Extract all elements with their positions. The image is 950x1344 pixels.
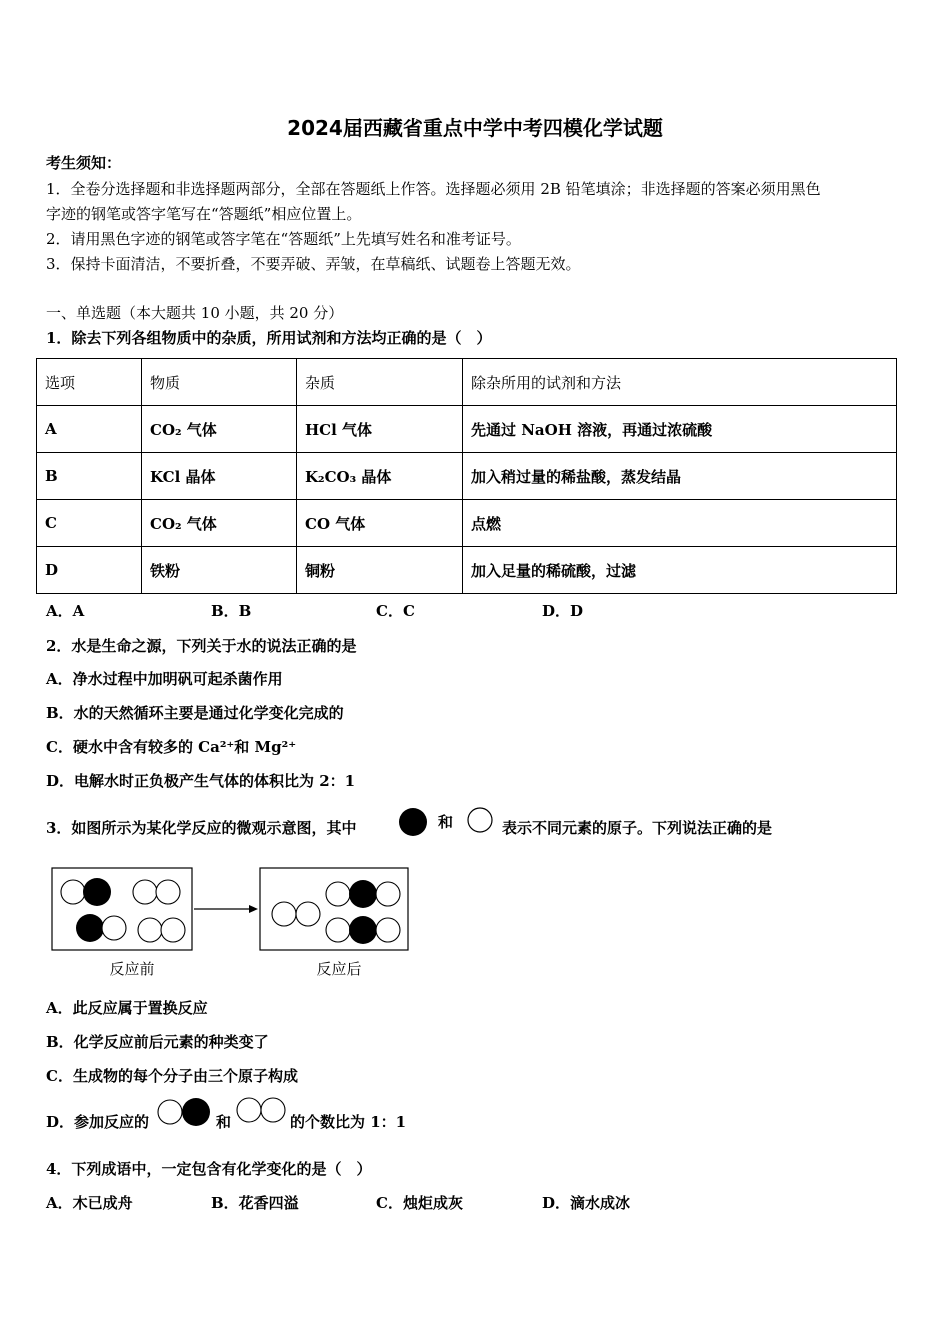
q3-option-c[interactable]: C．生成物的每个分子由三个原子构成 [46,1067,298,1085]
black-atom-icon [396,806,430,838]
q2-option-a[interactable]: A．净水过程中加明矾可起杀菌作用 [46,670,283,688]
table-cell: K₂CO₃ 晶体 [297,453,463,500]
q3-option-d-and: 和 [216,1113,232,1131]
table-cell: A [37,406,142,453]
reaction-diagram [48,864,418,982]
notice-heading: 考生须知： [46,154,122,172]
table-cell: 先通过 NaOH 溶液，再通过浓硫酸 [463,406,897,453]
q4-option-d[interactable]: D．滴水成冰 [542,1194,631,1212]
q1-option-d[interactable]: D．D [542,602,584,620]
q4-option-b[interactable]: B．花香四溢 [211,1194,299,1212]
table-row [37,406,897,453]
table-cell: CO₂ 气体 [142,406,297,453]
q3-option-d-post: 的个数比为 1：1 [290,1113,407,1131]
header-cell: 物质 [142,359,297,406]
q2-option-c[interactable]: C．硬水中含有较多的 Ca²⁺和 Mg²⁺ [46,738,297,756]
q4-option-a[interactable]: A．木已成舟 [46,1194,133,1212]
table-row [37,500,897,547]
white-white-molecule-icon [236,1096,288,1126]
reaction-arrow [194,905,258,913]
notice-line-2: 2．请用黑色字迹的钢笔或答字笔在“答题纸”上先填写姓名和准考证号。 [46,230,521,248]
q1-table [36,358,897,594]
q3-option-d-pre[interactable]: D．参加反应的 [46,1113,150,1131]
section-heading: 一、单选题（本大题共 10 小题，共 20 分） [46,304,344,322]
white-atom-icon [466,806,496,836]
table-header-row [37,359,897,406]
q1-option-a[interactable]: A．A [46,602,85,620]
q2-option-d[interactable]: D．电解水时正负极产生气体的体积比为 2：1 [46,772,356,790]
notice-line-1b: 字迹的钢笔或答字笔写在“答题纸”相应位置上。 [46,205,362,223]
q3-stem-and: 和 [438,813,454,831]
q3-stem-post: 表示不同元素的原子。下列说法正确的是 [502,819,773,837]
table-cell: D [37,547,142,594]
after-molecule-3 [326,916,400,944]
page-title: 2024届西藏省重点中学中考四模化学试题 [287,116,663,140]
table-cell: 铁粉 [142,547,297,594]
header-cell: 除杂所用的试剂和方法 [463,359,897,406]
table-cell: HCl 气体 [297,406,463,453]
table-cell: CO₂ 气体 [142,500,297,547]
table-cell: CO 气体 [297,500,463,547]
table-cell: C [37,500,142,547]
white-black-molecule-icon [156,1096,214,1128]
q1-stem: 1．除去下列各组物质中的杂质，所用试剂和方法均正确的是（ ） [46,329,492,347]
notice-line-3: 3．保持卡面清洁，不要折叠，不要弄破、弄皱，在草稿纸、试题卷上答题无效。 [46,255,581,273]
q2-option-b[interactable]: B．水的天然循环主要是通过化学变化完成的 [46,704,344,722]
header-cell: 杂质 [297,359,463,406]
table-cell: 铜粉 [297,547,463,594]
table-cell: KCl 晶体 [142,453,297,500]
header-cell: 选项 [37,359,142,406]
q1-option-b[interactable]: B．B [211,602,252,620]
table-row [37,547,897,594]
before-label: 反应前 [109,960,155,978]
q2-stem: 2．水是生命之源，下列关于水的说法正确的是 [46,637,357,655]
table-cell: 点燃 [463,500,897,547]
q4-stem: 4．下列成语中，一定包含有化学变化的是（ ） [46,1160,372,1178]
table-row [37,453,897,500]
q4-option-c[interactable]: C．烛炬成灰 [376,1194,463,1212]
notice-line-1a: 1．全卷分选择题和非选择题两部分，全部在答题纸上作答。选择题必须用 2B 铅笔填涂；非选择题的答案必须用黑色 [46,180,821,198]
q3-option-a[interactable]: A．此反应属于置换反应 [46,999,208,1017]
table-cell: B [37,453,142,500]
q1-option-c[interactable]: C．C [376,602,415,620]
after-molecule-2 [326,880,400,908]
q3-stem-pre: 3．如图所示为某化学反应的微观示意图，其中 [46,819,357,837]
table-cell: 加入稍过量的稀盐酸，蒸发结晶 [463,453,897,500]
after-label: 反应后 [316,960,362,978]
table-cell: 加入足量的稀硫酸，过滤 [463,547,897,594]
q3-option-b[interactable]: B．化学反应前后元素的种类变了 [46,1033,269,1051]
